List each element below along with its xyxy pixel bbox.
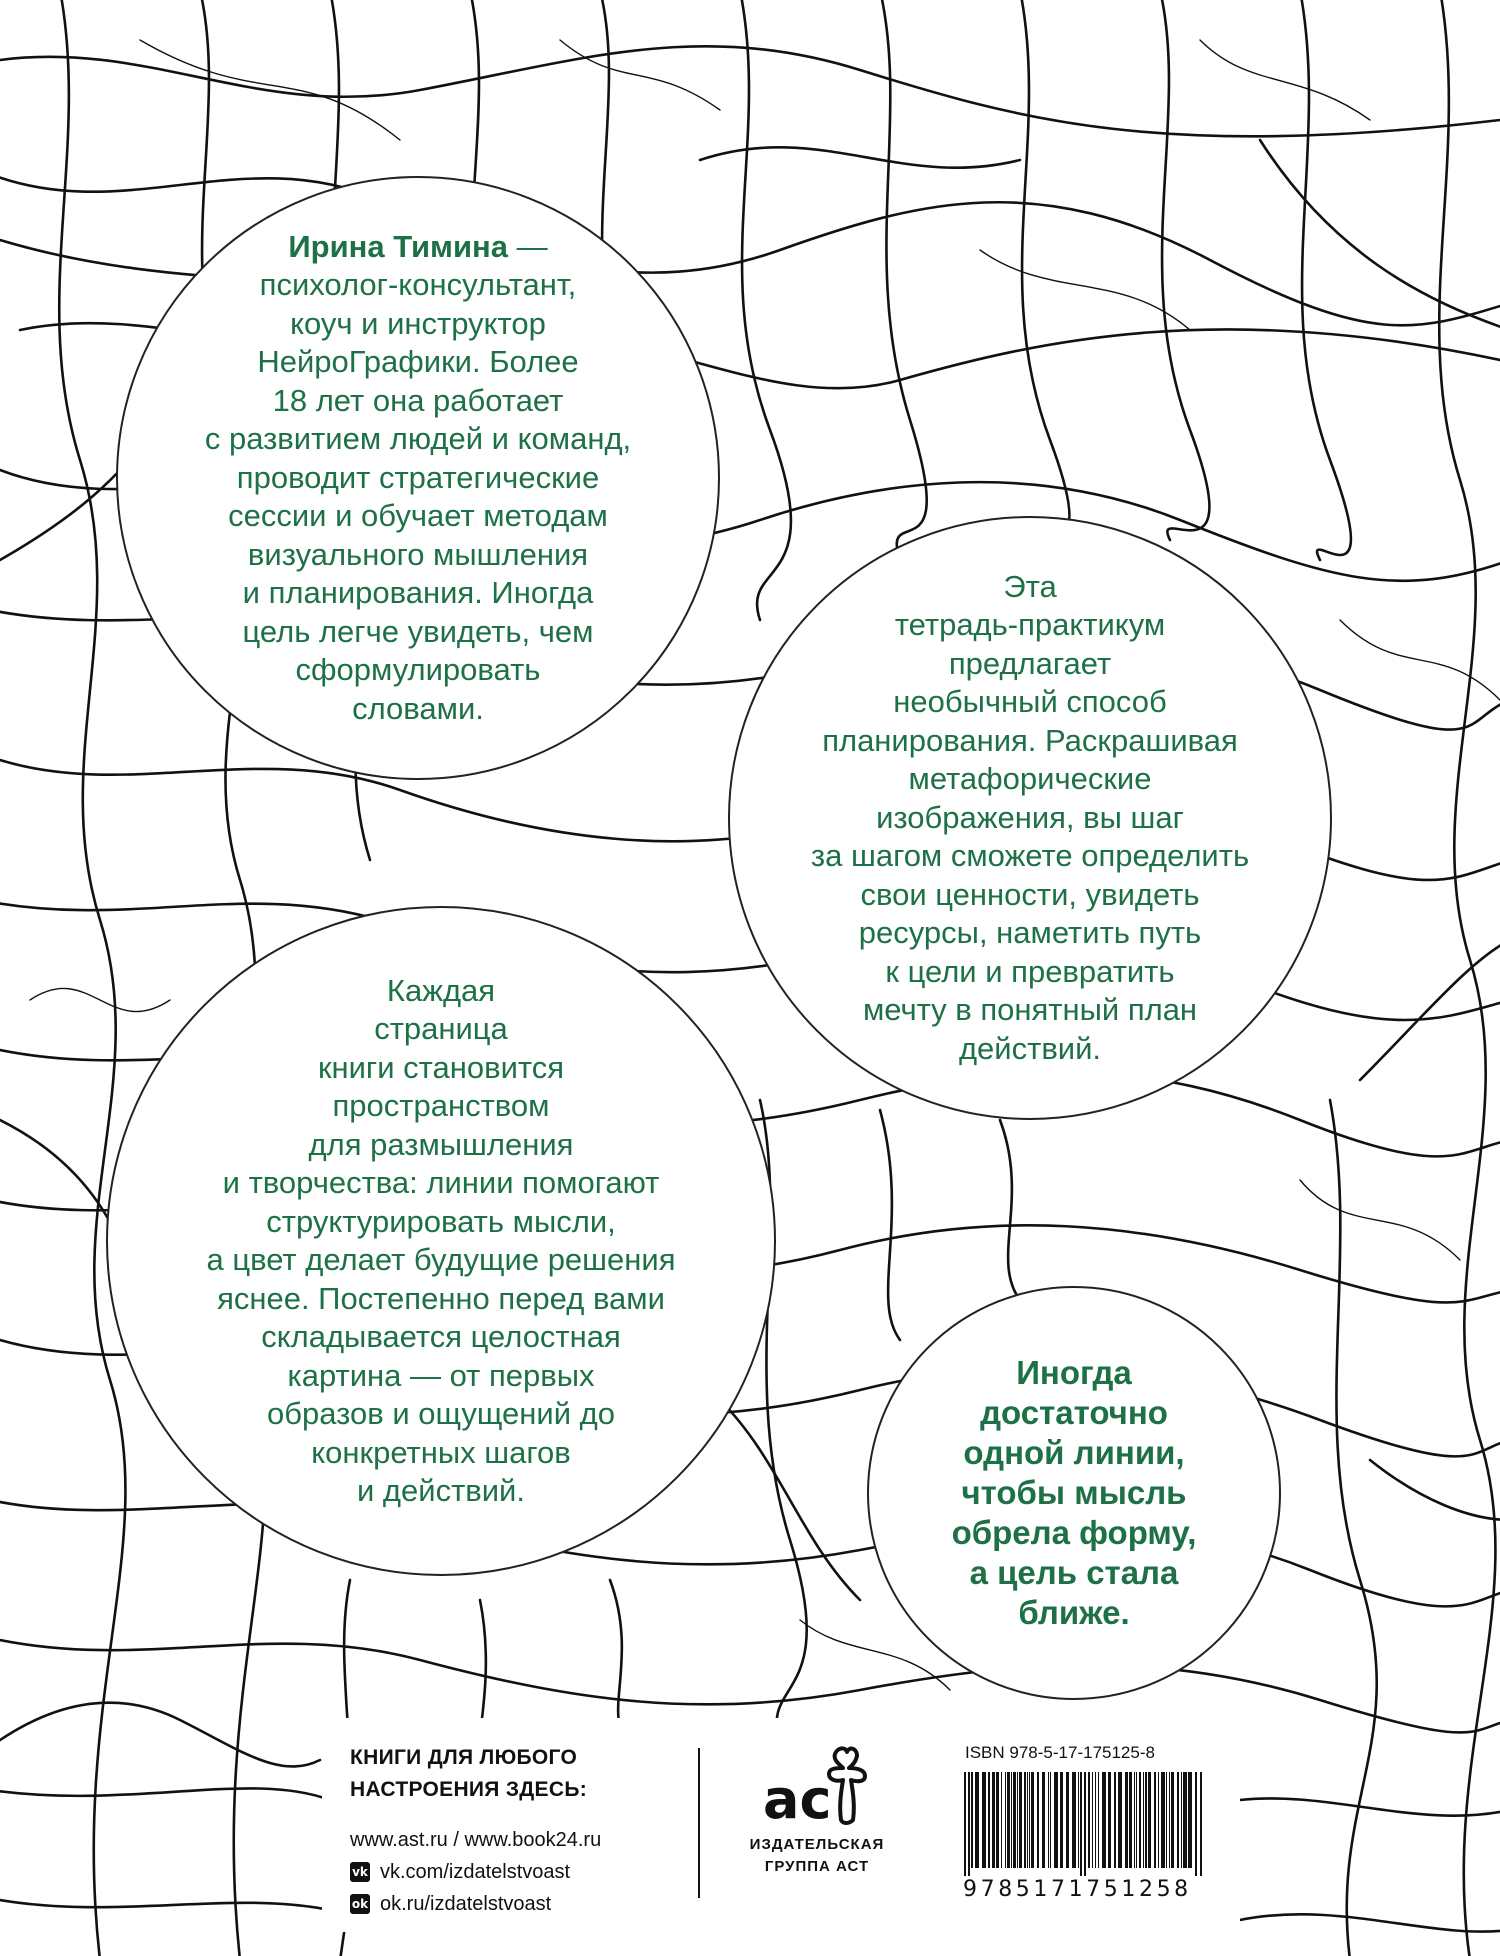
promo-heading-line: НАСТРОЕНИЯ ЗДЕСЬ: xyxy=(350,1778,588,1801)
pages-line: и творчества: линии помогают xyxy=(222,1165,660,1200)
workbook-line: свои ценности, увидеть xyxy=(860,876,1200,912)
barcode-bar xyxy=(1019,1772,1022,1868)
ok-link[interactable]: ok.ru/izdatelstvoast xyxy=(380,1893,552,1915)
barcode-bar xyxy=(982,1772,986,1868)
barcode-bar xyxy=(1139,1772,1141,1868)
barcode-bar xyxy=(1183,1772,1187,1868)
author-bio-line: психолог-консультант, xyxy=(259,267,577,303)
pages-line: образов и ощущений до xyxy=(267,1396,615,1431)
author-bio-line: НейроГрафики. Более xyxy=(257,344,579,380)
barcode-bar xyxy=(1017,1772,1018,1868)
workbook-description-circle xyxy=(728,516,1332,1120)
pages-description-text xyxy=(206,972,675,1511)
author-bio-line: коуч и инструктор xyxy=(290,305,546,341)
pages-line: яснее. Постепенно перед вами xyxy=(217,1280,665,1316)
author-bio-line: 18 лет она работает xyxy=(272,382,564,418)
pages-line: и действий. xyxy=(357,1473,525,1508)
barcode-bar xyxy=(968,1772,970,1876)
workbook-line: Эта xyxy=(1003,568,1057,604)
quote-line: чтобы мысль xyxy=(961,1474,1187,1511)
barcode-bar xyxy=(1166,1772,1167,1868)
vk-link[interactable]: vk.com/izdatelstvoast xyxy=(380,1861,571,1883)
barcode-bar xyxy=(1181,1772,1182,1868)
quote-line: достаточно xyxy=(980,1394,1168,1431)
barcode-bar xyxy=(1054,1772,1058,1868)
barcode-bar xyxy=(1148,1772,1151,1868)
ast-logo xyxy=(757,1740,877,1830)
barcode-bar xyxy=(1050,1772,1051,1868)
author-bio-line: словами. xyxy=(352,690,484,726)
quote-circle xyxy=(867,1286,1281,1700)
barcode-bar xyxy=(1200,1772,1202,1876)
author-bio-line: с развитием людей и команд, xyxy=(204,421,632,457)
barcode-bar xyxy=(971,1772,973,1868)
publisher-caption xyxy=(732,1834,902,1878)
quote-line: Иногда xyxy=(1016,1354,1132,1391)
barcode-bar xyxy=(1143,1772,1144,1868)
barcode-bar xyxy=(1177,1772,1179,1868)
barcode-bar xyxy=(1011,1772,1012,1868)
ok-icon: ok xyxy=(350,1894,370,1914)
barcode-bar xyxy=(1134,1772,1135,1868)
promo-heading xyxy=(350,1742,601,1806)
barcode-bar xyxy=(1195,1772,1197,1876)
logo-cross-shape xyxy=(829,1748,865,1823)
barcode-bar xyxy=(996,1772,999,1868)
quote-line: одной линии, xyxy=(963,1434,1185,1471)
barcode-bar xyxy=(1095,1772,1096,1868)
barcode-digits: 9785171751258 xyxy=(963,1877,1192,1902)
quote-text xyxy=(952,1353,1197,1633)
barcode-bar xyxy=(1118,1772,1122,1868)
pages-line: картина — от первых xyxy=(287,1357,595,1393)
barcode-bar xyxy=(1114,1772,1116,1868)
author-bio-line: визуального мышления xyxy=(247,536,589,572)
quote-line: а цель стала xyxy=(969,1554,1179,1591)
barcode-bar xyxy=(1171,1772,1174,1868)
author-bio-line: сформулировать xyxy=(295,652,541,688)
workbook-line: к цели и превратить xyxy=(885,953,1175,989)
pages-line: книги становится xyxy=(317,1049,565,1085)
barcode-bar xyxy=(964,1772,966,1876)
barcode-bar xyxy=(1145,1772,1147,1868)
barcode-bar xyxy=(1005,1772,1006,1868)
barcode-bar xyxy=(1108,1772,1111,1868)
barcode-bar xyxy=(1129,1772,1132,1868)
vk-link-row[interactable] xyxy=(350,1856,601,1888)
barcode-bar xyxy=(1031,1772,1034,1868)
pages-line: структурировать мысли, xyxy=(266,1203,616,1239)
pages-description-circle xyxy=(106,906,776,1576)
workbook-line: мечту в понятный план xyxy=(862,992,1198,1028)
author-bio-circle xyxy=(116,176,720,780)
pages-line: складывается целостная xyxy=(261,1319,621,1354)
barcode-bar xyxy=(1080,1772,1082,1876)
barcode-bar xyxy=(988,1772,990,1868)
barcode-bar xyxy=(1024,1772,1026,1868)
ok-link-row[interactable] xyxy=(350,1888,601,1920)
barcode-bar xyxy=(1001,1772,1002,1868)
publisher-caption-line: ИЗДАТЕЛЬСКАЯ xyxy=(749,1836,885,1853)
pages-line: для размышления xyxy=(308,1126,574,1162)
barcode-bar xyxy=(1042,1772,1045,1868)
workbook-line: планирования. Раскрашивая xyxy=(822,722,1238,758)
publisher-caption-line: ГРУППА АСТ xyxy=(764,1858,870,1875)
barcode-bar xyxy=(1102,1772,1106,1868)
barcode-bar xyxy=(1088,1772,1090,1868)
author-name: Ирина Тимина xyxy=(288,228,508,264)
workbook-line: за шагом сможете определить xyxy=(810,838,1250,874)
barcode-bar xyxy=(1125,1772,1128,1868)
pages-line: пространством xyxy=(332,1088,550,1123)
barcode-bar xyxy=(1154,1772,1156,1868)
publisher-block xyxy=(732,1740,902,1878)
logo-letters: ac xyxy=(763,1768,832,1830)
barcode-bar xyxy=(1092,1772,1093,1868)
author-bio-line: проводит стратегические xyxy=(236,459,600,495)
author-bio-line: цель легче увидеть, чем xyxy=(242,613,594,649)
workbook-description-text xyxy=(811,568,1249,1069)
author-bio-line: сессии и обучает методам xyxy=(228,498,608,534)
vk-icon: vk xyxy=(350,1862,370,1882)
vertical-divider xyxy=(698,1748,700,1898)
barcode-bar xyxy=(1013,1772,1016,1868)
website-links[interactable]: www.ast.ru / www.book24.ru xyxy=(350,1829,602,1851)
workbook-line: метафорические xyxy=(908,761,1152,797)
quote-line: обрела форму, xyxy=(951,1514,1197,1551)
barcode-bar xyxy=(1158,1772,1159,1868)
barcode-bar xyxy=(975,1772,979,1868)
barcode-bar xyxy=(1072,1772,1076,1868)
workbook-line: предлагает xyxy=(948,645,1112,681)
barcode-bar xyxy=(1060,1772,1063,1868)
barcode-bar xyxy=(1161,1772,1165,1868)
promo-heading-line: КНИГИ ДЛЯ ЛЮБОГО xyxy=(350,1746,578,1769)
workbook-line: необычный способ xyxy=(893,684,1167,720)
barcode-bar xyxy=(1169,1772,1170,1868)
barcode-bar xyxy=(1084,1772,1086,1876)
barcode-bar xyxy=(1029,1772,1030,1868)
workbook-line: действий. xyxy=(958,1030,1102,1066)
barcode-bar xyxy=(992,1772,995,1868)
barcode-bar xyxy=(1027,1772,1028,1868)
barcode-bar xyxy=(1136,1772,1137,1868)
barcode-bar xyxy=(1066,1772,1069,1868)
workbook-line: тетрадь-практикум xyxy=(894,607,1166,643)
author-bio-text: Ирина Тимина — психолог-консультант, коуч и инструктор НейроГрафики. Более 18 лет она работает с развитием людей и команд, проводит стратегические сессии и обучает методам визуального мышления и планирования. Иногда цель легче увидеть, чем сформулировать словами. xyxy=(205,228,631,729)
pages-line: а цвет делает будущие решения xyxy=(206,1242,676,1277)
barcode-bar xyxy=(1037,1772,1039,1868)
quote-line: ближе. xyxy=(1018,1594,1130,1631)
workbook-line: ресурсы, наметить путь xyxy=(858,915,1202,951)
promo-links xyxy=(350,1824,601,1920)
barcode-bar xyxy=(1048,1772,1049,1868)
workbook-line: изображения, вы шаг xyxy=(876,799,1184,835)
barcode xyxy=(960,1772,1210,1876)
pages-line: Каждая xyxy=(386,972,496,1008)
pages-line: страница xyxy=(374,1011,508,1046)
author-bio-line: и планирования. Иногда xyxy=(242,575,594,611)
pages-line: конкретных шагов xyxy=(311,1434,571,1470)
barcode-bar xyxy=(1007,1772,1010,1868)
barcode-bar xyxy=(1098,1772,1099,1868)
barcode-bar xyxy=(1188,1772,1192,1868)
promo-block xyxy=(350,1742,601,1920)
isbn-label: ISBN 978-5-17-175125-8 xyxy=(965,1743,1155,1762)
barcode-bar xyxy=(1078,1772,1079,1868)
